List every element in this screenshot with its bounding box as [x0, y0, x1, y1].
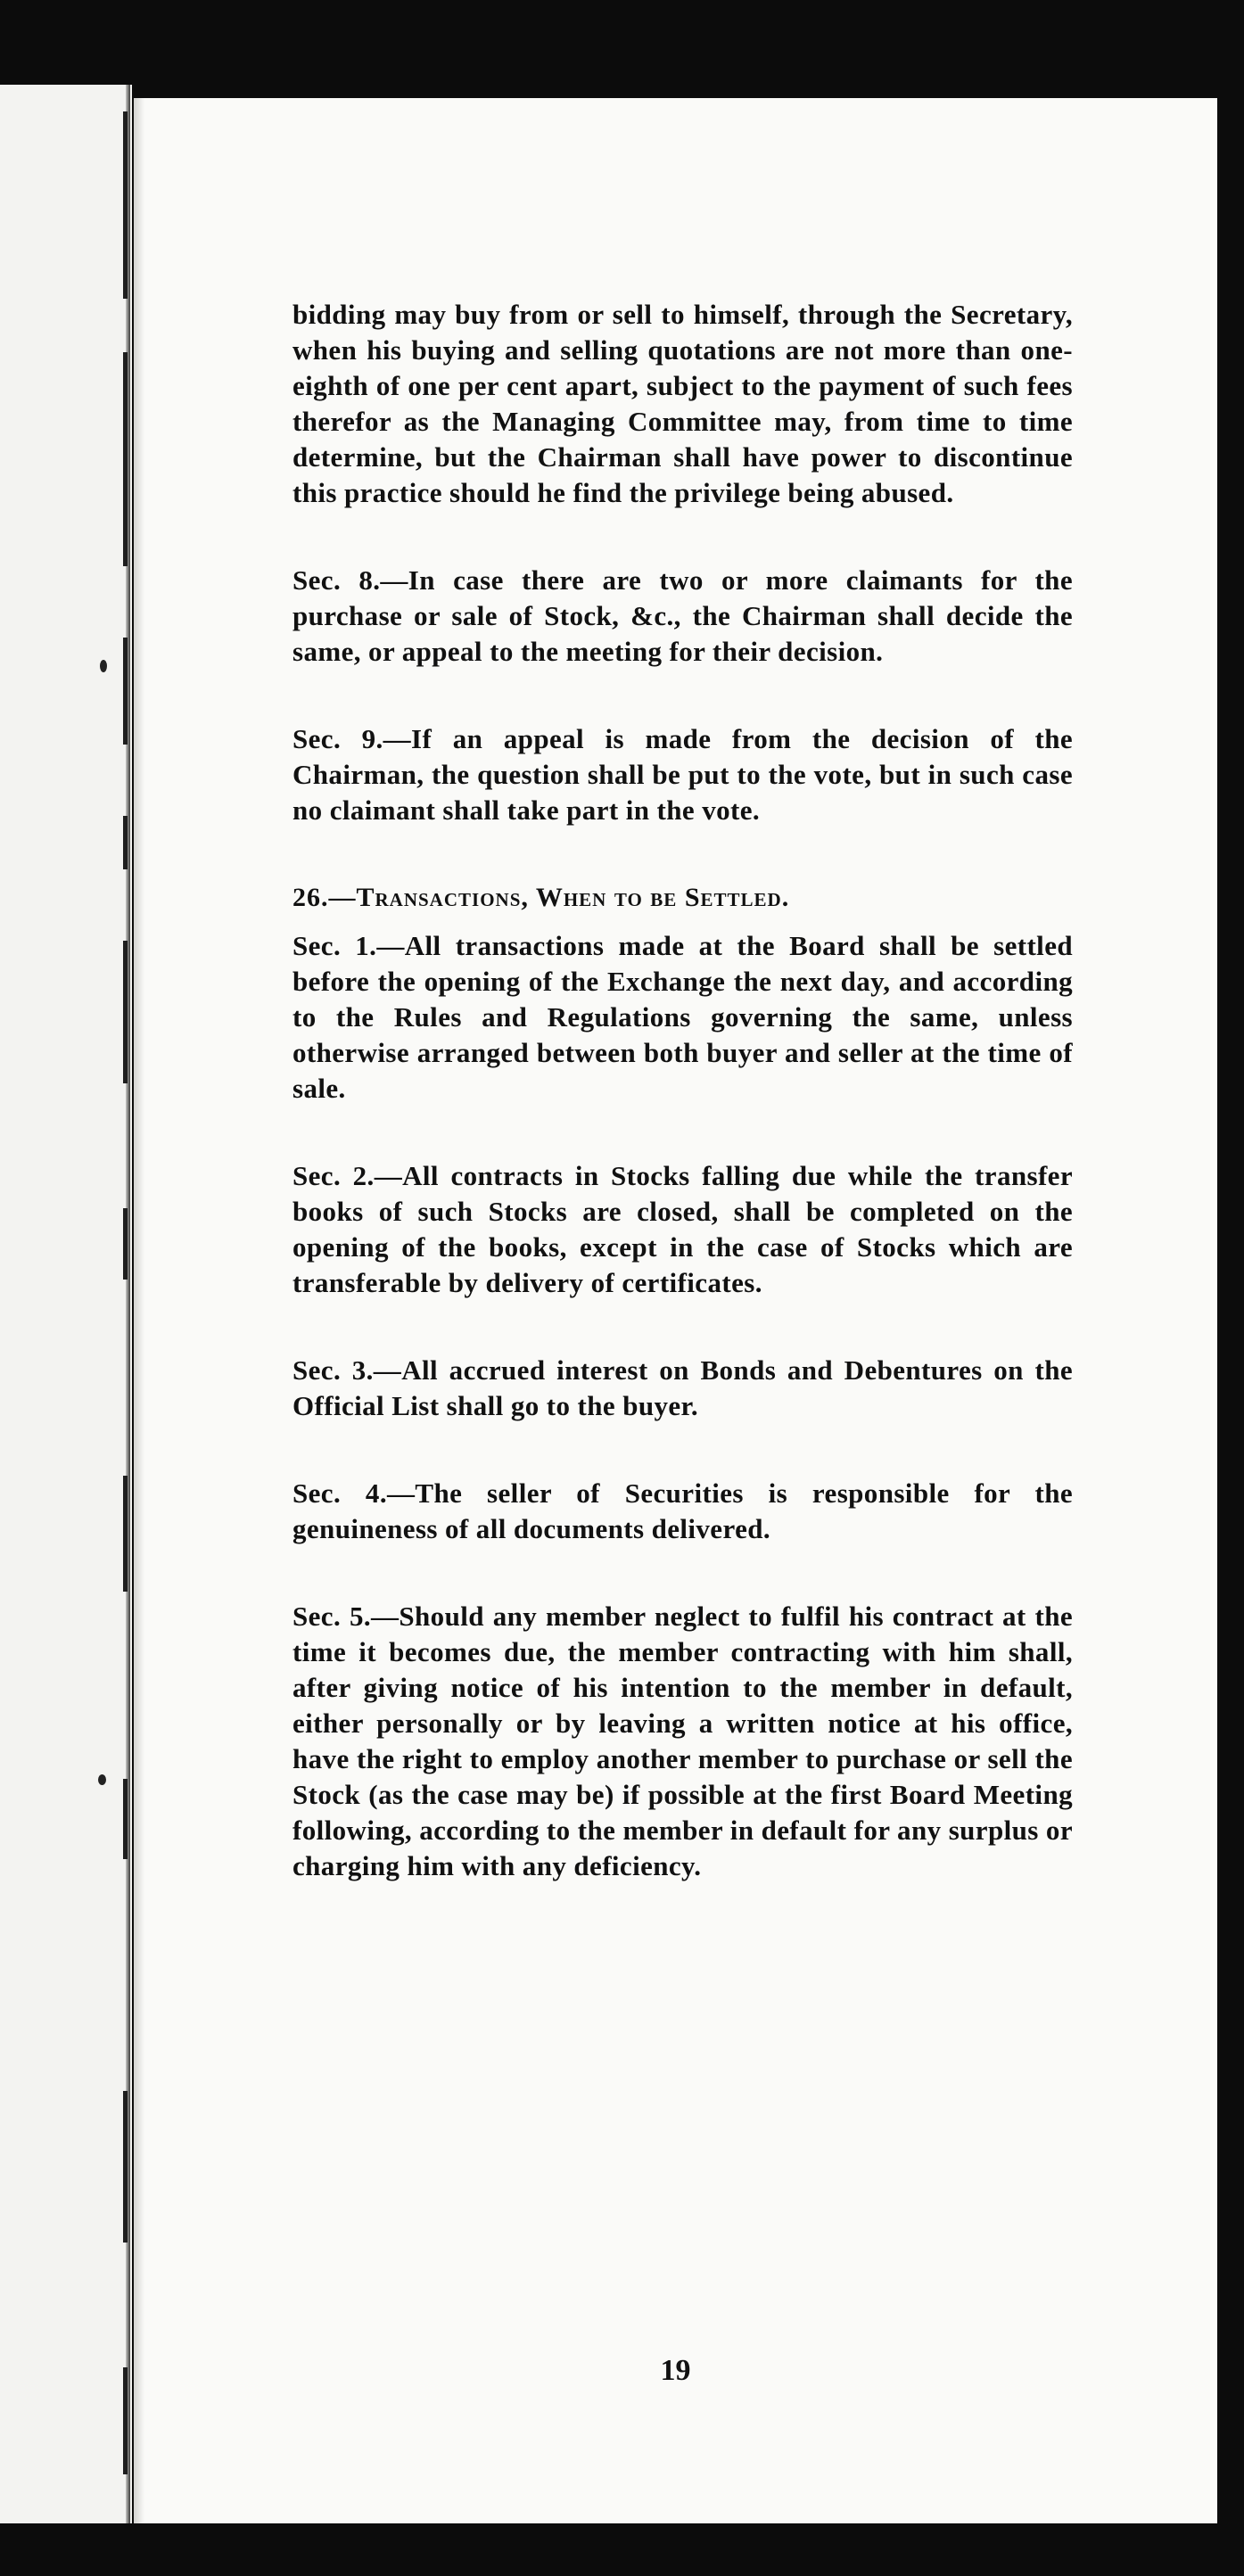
paragraph-sec-1: Sec. 1.—All transactions made at the Board shall be settled before the opening of the Exchange the next day, and according to the Rules and Regulations governing the same, unless otherwise arranged between both buyer and seller at the time of sale. — [292, 930, 1073, 1104]
paragraph-sec-4: Sec. 4.—The seller of Securities is responsible for the genuineness of all documents delivered. — [292, 1477, 1073, 1544]
page-edge-shadow — [134, 98, 144, 2523]
paragraph-sec-5: Sec. 5.—Should any member neglect to fulfil his contract at the time it becomes due, the member contracting with him shall, after giving notice of his intention to the member in default, either personally or by leaving a written notice at his office, have the right to employ another member to purchase or sell the Stock (as the case may be) if possible at the first Board Meeting following, according to the member in default for any surplus or charging him with any deficiency. — [292, 1601, 1073, 1881]
binding-mark — [123, 941, 128, 1083]
binding-mark — [123, 2367, 128, 2474]
page-number: 19 — [660, 2354, 691, 2387]
facing-page-edge — [0, 85, 132, 2523]
paragraph-continued: bidding may buy from or sell to himself, through the Secretary, when his buying and selling quotations are not more than one-eighth of one per cent apart, subject to the payment of such fees therefor as the Managing Committee may, from time to time determine, but the Chairman shall have power to discontinue this practice should he find the privilege being abused. — [292, 299, 1073, 508]
binding-mark — [123, 111, 128, 299]
binding-mark — [123, 2091, 128, 2243]
section-heading-text: 26.—Transactions, When to be Settled. — [292, 883, 790, 912]
paragraph-sec-8: Sec. 8.—In case there are two or more claimants for the purchase or sale of Stock, &c., the Chairman shall decide the same, or appeal to the meeting for their decision. — [292, 564, 1073, 667]
binding-mark — [123, 1476, 128, 1592]
page-text-column — [292, 297, 1073, 1884]
ink-speck — [98, 1774, 106, 1785]
paragraph-sec-9: Sec. 9.—If an appeal is made from the decision of the Chairman, the question shall be put to the vote, but in such case no claimant shall take part in the vote. — [292, 723, 1073, 826]
binding-mark — [123, 816, 128, 869]
section-heading — [292, 880, 1073, 916]
binding-mark — [123, 1208, 128, 1280]
document-page — [134, 98, 1217, 2523]
binding-mark — [123, 352, 128, 566]
binding-mark — [123, 1779, 128, 1859]
paragraph-sec-3: Sec. 3.—All accrued interest on Bonds and Debentures on the Official List shall go to the buyer. — [292, 1354, 1073, 1421]
binding-mark — [123, 638, 128, 745]
paragraph-sec-2: Sec. 2.—All contracts in Stocks falling due while the transfer books of such Stocks are closed, shall be completed on the opening of the books, except in the case of Stocks which are transferable by delivery of certificates. — [292, 1160, 1073, 1298]
ink-speck — [100, 660, 107, 672]
